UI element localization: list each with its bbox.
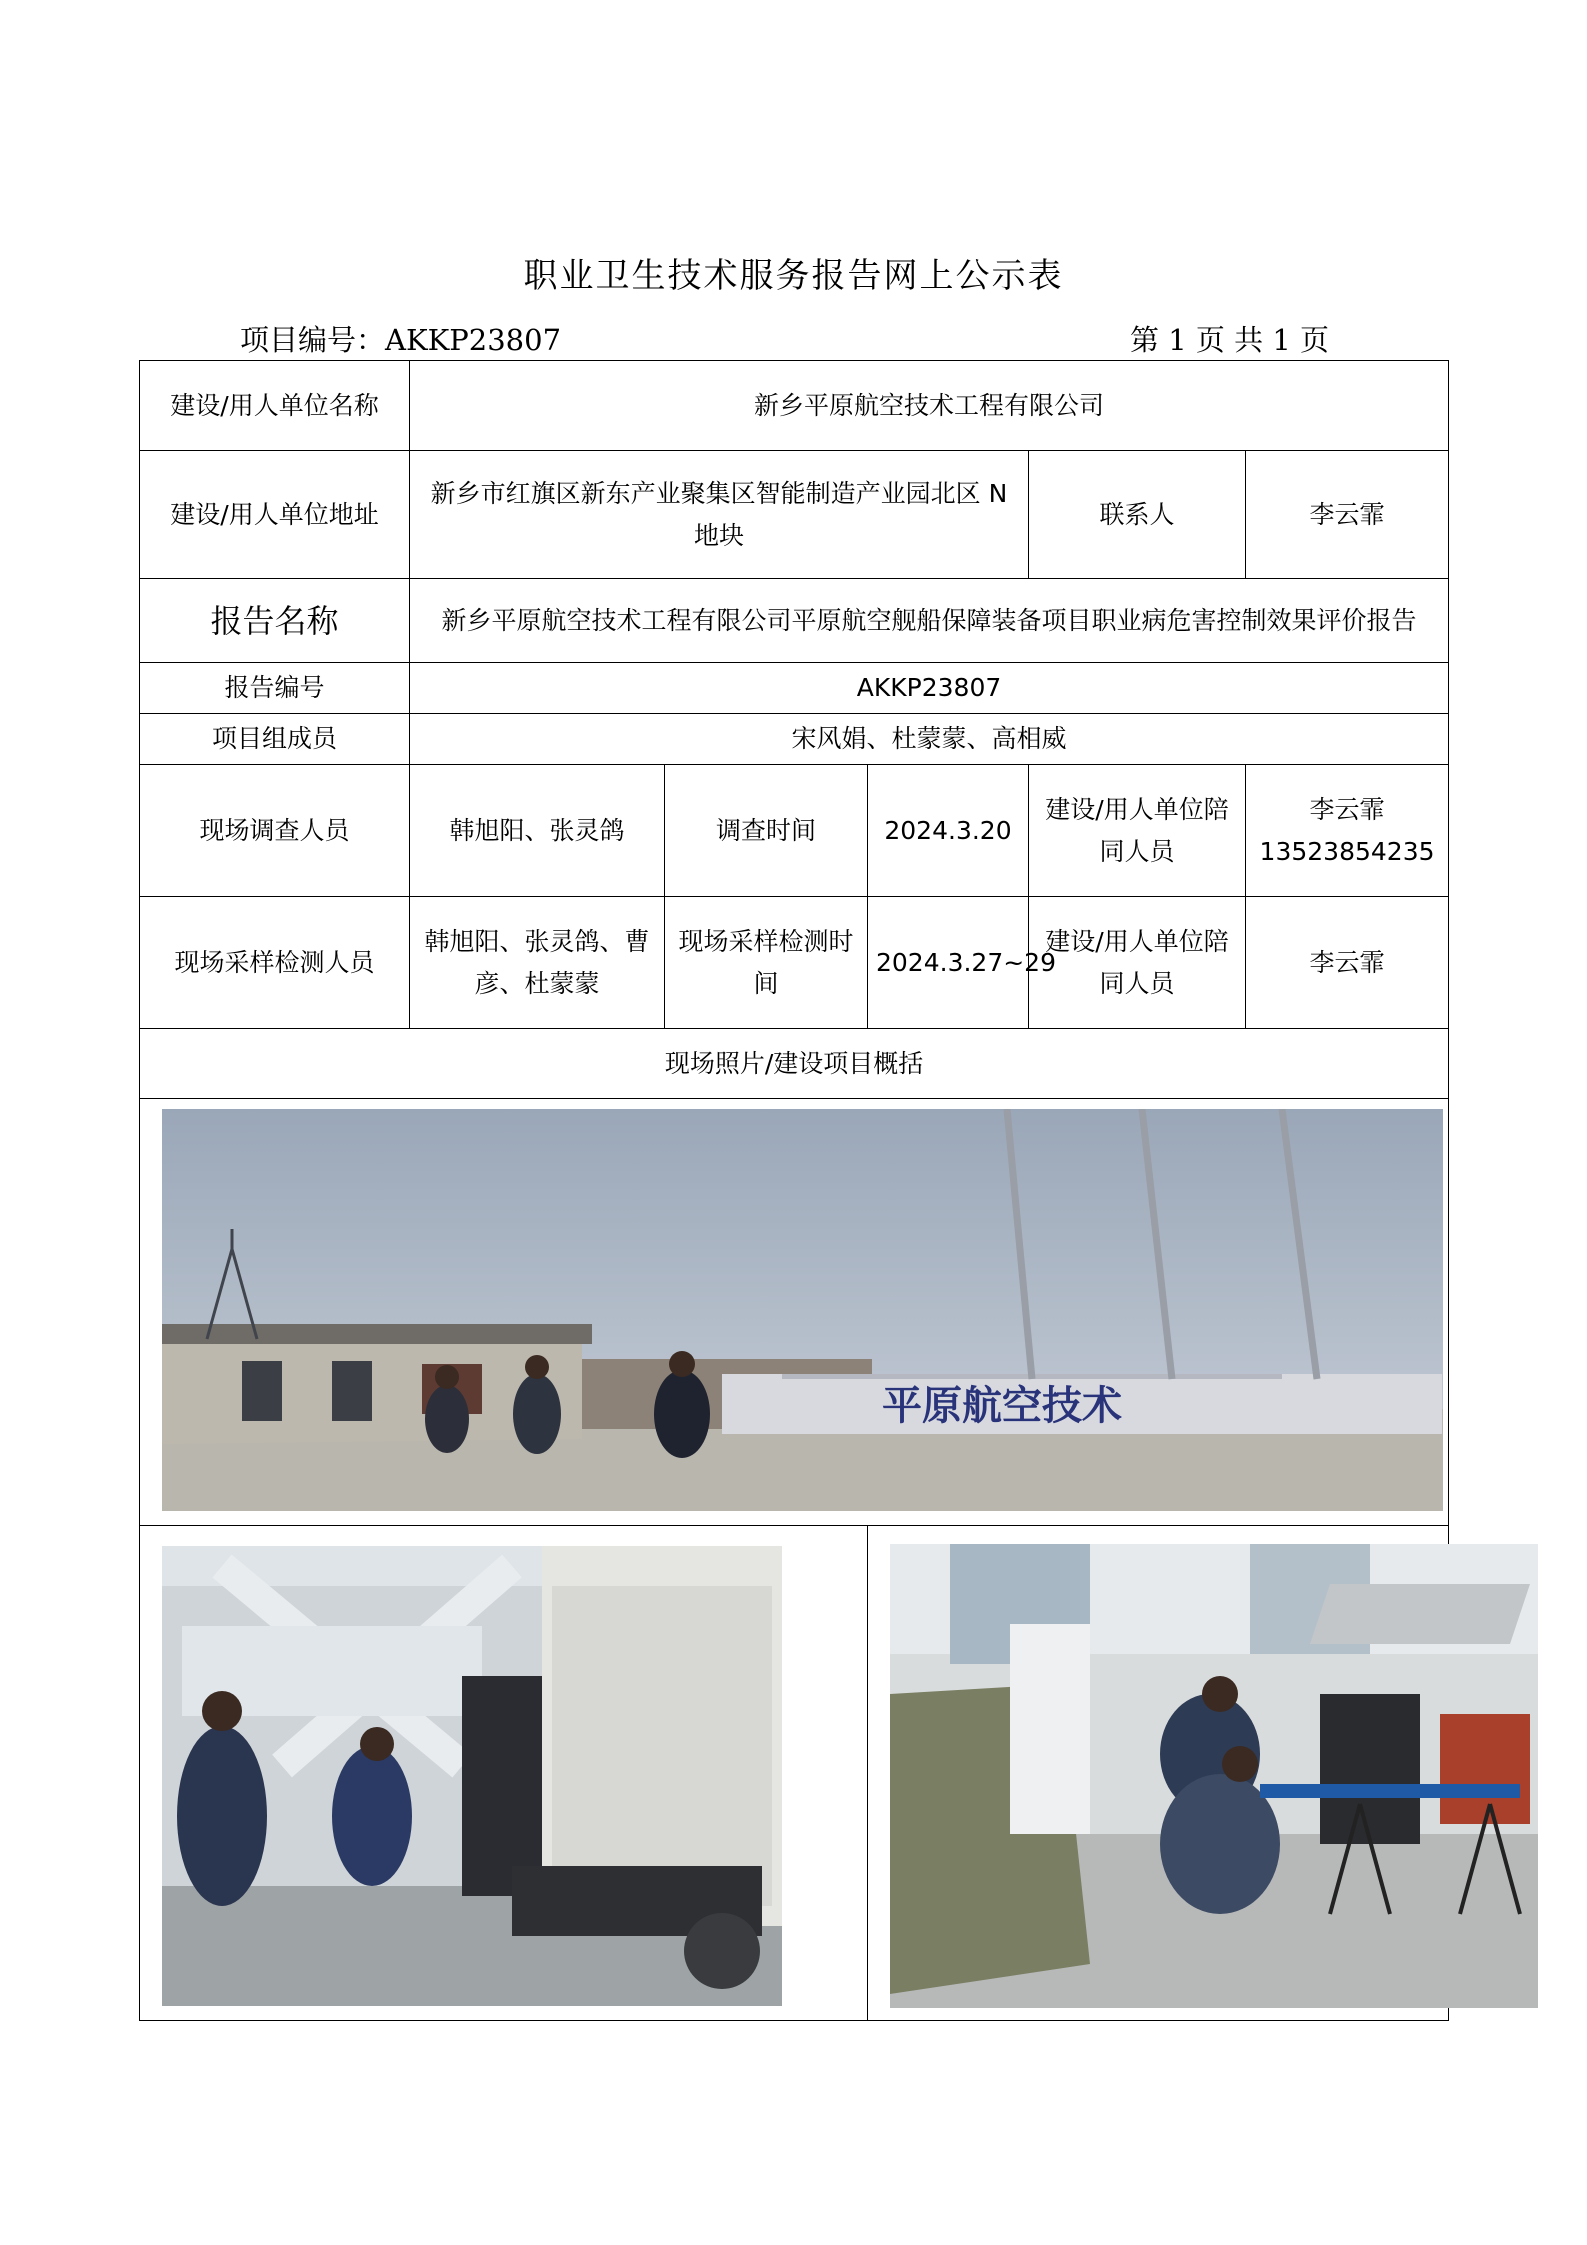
sampling-staff-label: 现场采样检测人员 — [140, 897, 410, 1029]
row-unit-name — [140, 361, 1449, 451]
row-photo-top — [140, 1099, 1449, 1526]
gate-sign-text: 平原航空技术 — [882, 1382, 1122, 1429]
sampling-accompany-value: 李云霏 — [1246, 897, 1449, 1029]
lab-testing-image — [890, 1544, 1538, 2008]
sampling-staff-value: 韩旭阳、张灵鸽、曹彦、杜蒙蒙 — [410, 897, 665, 1029]
row-unit-address — [140, 451, 1449, 579]
page-title: 职业卫生技术服务报告网上公示表 — [523, 256, 1064, 296]
page-indicator: 第 1 页 共 1 页 — [1130, 323, 1329, 357]
survey-staff-value: 韩旭阳、张灵鸽 — [410, 765, 665, 897]
contact-value: 李云霏 — [1246, 451, 1449, 579]
unit-address-label: 建设/用人单位地址 — [140, 451, 410, 579]
row-photo-bottom — [140, 1526, 1449, 2021]
lab-testing-photo — [890, 1544, 1538, 2008]
survey-staff-label: 现场调查人员 — [140, 765, 410, 897]
members-label: 项目组成员 — [140, 714, 410, 765]
project-number: 项目编号：AKKP23807 — [240, 323, 562, 357]
survey-accompany-phone: 13523854235 — [1259, 836, 1435, 866]
row-photos-heading — [140, 1029, 1449, 1099]
report-number-label: 报告编号 — [140, 663, 410, 714]
photo-cell-right — [868, 1526, 1449, 2021]
survey-time-value: 2024.3.20 — [868, 765, 1029, 897]
survey-accompany-name: 李云霏 — [1309, 794, 1385, 824]
row-members — [140, 714, 1449, 765]
workshop-photo — [162, 1546, 782, 2006]
sampling-time-value: 2024.3.27~29 — [868, 897, 1029, 1029]
report-name-label: 报告名称 — [140, 579, 410, 663]
unit-name-label: 建设/用人单位名称 — [140, 361, 410, 451]
survey-accompany-label: 建设/用人单位陪同人员 — [1029, 765, 1246, 897]
photos-heading: 现场照片/建设项目概括 — [140, 1029, 1449, 1099]
row-report-number — [140, 663, 1449, 714]
report-name-value: 新乡平原航空技术工程有限公司平原航空舰船保障装备项目职业病危害控制效果评价报告 — [410, 579, 1449, 663]
site-entrance-image — [162, 1109, 1443, 1511]
sampling-accompany-label: 建设/用人单位陪同人员 — [1029, 897, 1246, 1029]
workshop-image — [162, 1546, 782, 2006]
report-number-value: AKKP23807 — [410, 663, 1449, 714]
photo-cell-top — [140, 1099, 1449, 1526]
row-survey — [140, 765, 1449, 897]
contact-label: 联系人 — [1029, 451, 1246, 579]
members-value: 宋风娟、杜蒙蒙、高相威 — [410, 714, 1449, 765]
unit-address-value: 新乡市红旗区新东产业聚集区智能制造产业园北区 N 地块 — [410, 451, 1029, 579]
sampling-time-label: 现场采样检测时间 — [665, 897, 868, 1029]
unit-name-value: 新乡平原航空技术工程有限公司 — [410, 361, 1449, 451]
row-report-name — [140, 579, 1449, 663]
info-table — [139, 360, 1449, 2021]
photo-cell-left — [140, 1526, 868, 2021]
survey-accompany-value — [1246, 765, 1449, 897]
row-sampling — [140, 897, 1449, 1029]
survey-time-label: 调查时间 — [665, 765, 868, 897]
site-entrance-photo — [162, 1109, 1443, 1511]
